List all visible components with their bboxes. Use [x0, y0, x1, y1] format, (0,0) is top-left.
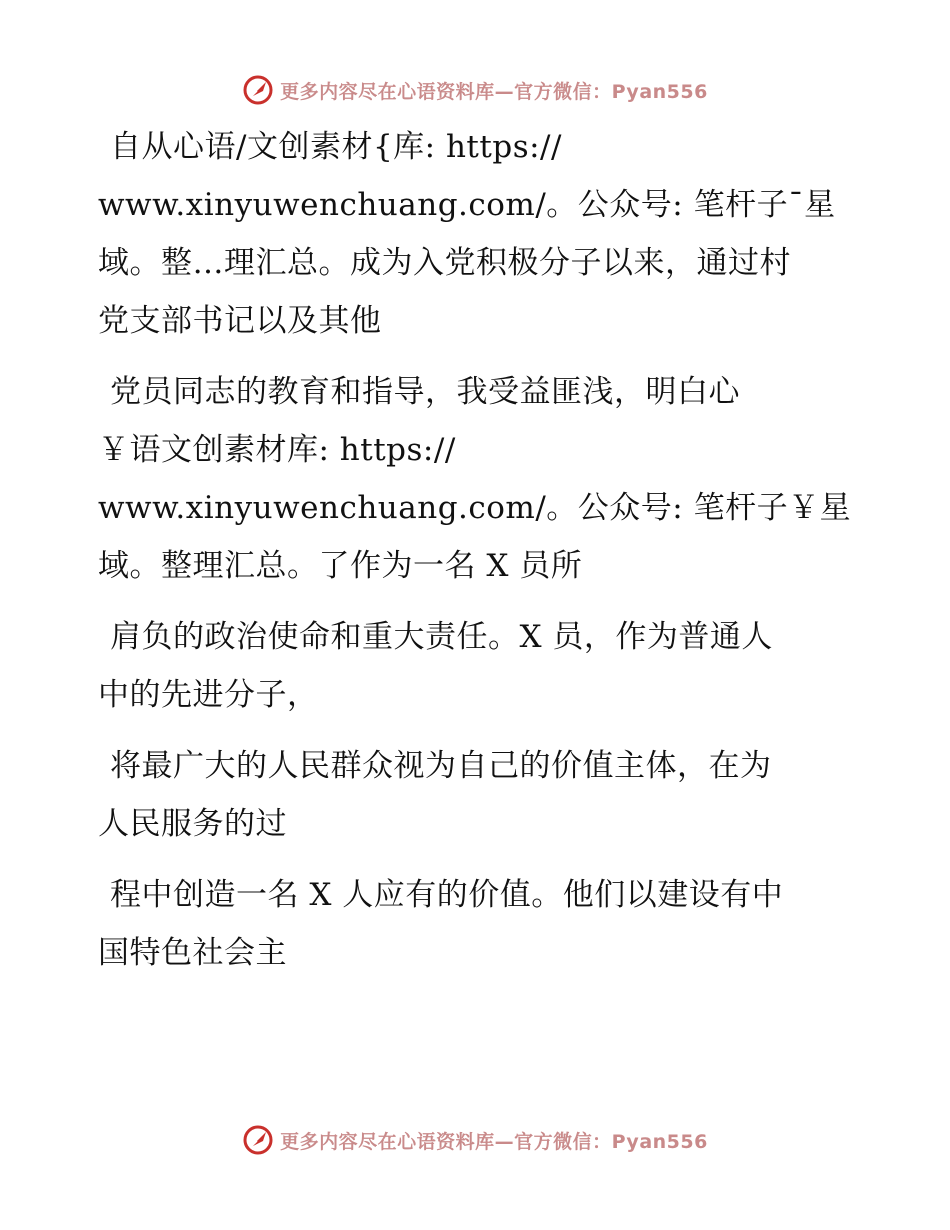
text-line: 域。整…理汇总。成为入党积极分子以来，通过村 — [98, 245, 791, 281]
paragraph-1 — [98, 118, 858, 350]
text-line: 党员同志的教育和指导，我受益匪浅，明白心 — [110, 374, 740, 410]
paragraph-2 — [98, 363, 858, 595]
text-line: www.xinyuwenchuang.com/。公众号: 笔杆子¯星 — [98, 187, 836, 223]
header-banner-text: 更多内容尽在心语资料库—官方微信：Pyan556 — [280, 80, 708, 103]
text-line: 人民服务的过 — [98, 806, 287, 842]
quill-logo-icon — [242, 74, 274, 106]
text-line: 自从心语/文创素材{库: https:// — [110, 129, 562, 165]
paragraph-3 — [98, 608, 858, 724]
footer-banner — [0, 1120, 950, 1160]
text-line: 域。整理汇总。了作为一名 X 员所 — [98, 548, 583, 584]
text-line: 国特色社会主 — [98, 935, 287, 971]
paragraph-4 — [98, 737, 858, 853]
text-line: 中的先进分子， — [98, 677, 319, 713]
text-line: 肩负的政治使命和重大责任。X 员，作为普通人 — [110, 619, 773, 655]
text-line: ￥语文创素材库: https:// — [98, 432, 456, 468]
footer-banner-text: 更多内容尽在心语资料库—官方微信：Pyan556 — [280, 1130, 708, 1153]
text-line: www.xinyuwenchuang.com/。公众号: 笔杆子￥星 — [98, 490, 852, 526]
quill-logo-icon — [242, 1124, 274, 1156]
text-line: 将最广大的人民群众视为自己的价值主体，在为 — [110, 748, 772, 784]
document-body — [98, 118, 858, 995]
text-line: 程中创造一名 X 人应有的价值。他们以建设有中 — [110, 877, 784, 913]
paragraph-5 — [98, 866, 858, 982]
text-line: 党支部书记以及其他 — [98, 303, 382, 339]
header-banner — [0, 70, 950, 110]
